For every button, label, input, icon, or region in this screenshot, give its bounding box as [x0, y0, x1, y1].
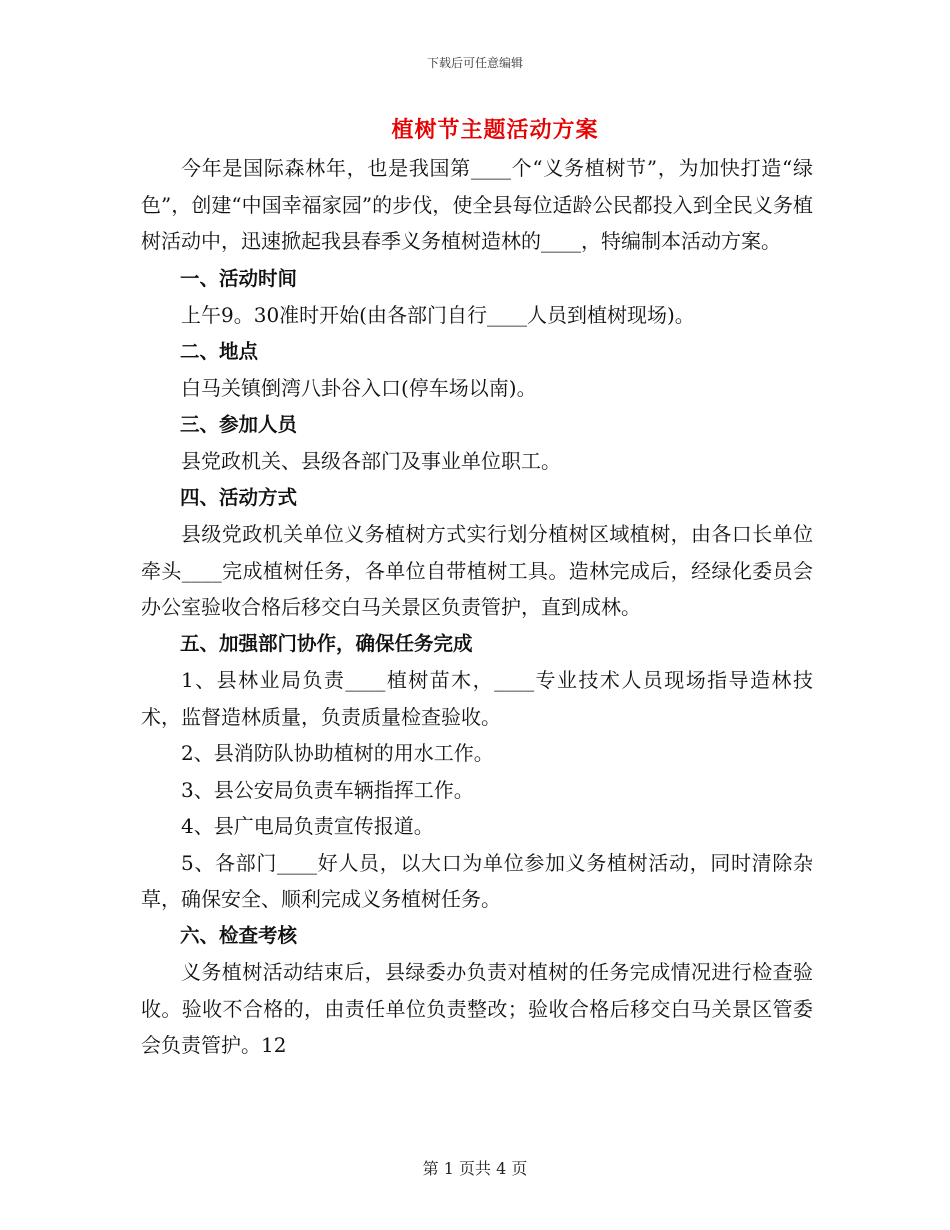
- section-heading-time: 一、活动时间: [180, 266, 298, 290]
- cooperation-item-2: 2、县消防队协助植树的用水工作。: [181, 741, 494, 765]
- inspection-paragraph: 义务植树活动结束后，县绿委办负责对植树的任务完成情况进行检查验收。验收不合格的，由责任单位负责整改；验收合格后移交白马关景区管委会负责管护。12: [141, 960, 813, 1057]
- page-header-note: 下载后可任意编辑: [426, 56, 523, 70]
- cooperation-item-3: 3、县公安局负责车辆指挥工作。: [181, 777, 474, 802]
- method-paragraph: 县级党政机关单位义务植树方式实行划分植树区域植树，由各口长单位牵头____完成植树任务，各单位自带植树工具。造林完成后，经绿化委员会办公室验收合格后移交白马关景区负责管护，直到成林。: [141, 522, 813, 619]
- document-title: 植树节主题活动方案: [391, 117, 599, 143]
- page-number: 第 1 页共 4 页: [422, 1159, 528, 1178]
- location-paragraph: 白马关镇倒湾八卦谷入口(停车场以南)。: [181, 376, 537, 400]
- time-paragraph: 上午9。30准时开始(由各部门自行____人员到植树现场)。: [181, 303, 695, 327]
- section-heading-method: 四、活动方式: [180, 485, 298, 509]
- cooperation-item-5: 5、各部门____好人员，以大口为单位参加义务植树活动，同时清除杂草，确保安全、顺利完成义务植树任务。: [141, 850, 813, 911]
- intro-paragraph: 今年是国际森林年，也是我国第____个“义务植树节”，为加快打造“绿色”，创建“中国幸福家园”的步伐，使全县每位适龄公民都投入到全民义务植树活动中，迅速掀起我县春季义务植树造林的____，特编制本活动方案。: [141, 156, 813, 253]
- cooperation-item-4: 4、县广电局负责宣传报道。: [181, 814, 434, 838]
- section-heading-cooperation: 五、加强部门协作，确保任务完成: [180, 631, 473, 655]
- participants-paragraph: 县党政机关、县级各部门及事业单位职工。: [181, 449, 561, 473]
- section-heading-location: 二、地点: [180, 339, 259, 363]
- document-body: [141, 150, 813, 1064]
- cooperation-item-1: 1、县林业局负责____植树苗木，____专业技术人员现场指导造林技术，监督造林质量，负责质量检查验收。: [141, 668, 813, 729]
- section-heading-inspection: 六、检查考核: [180, 923, 298, 947]
- section-heading-participants: 三、参加人员: [180, 412, 298, 436]
